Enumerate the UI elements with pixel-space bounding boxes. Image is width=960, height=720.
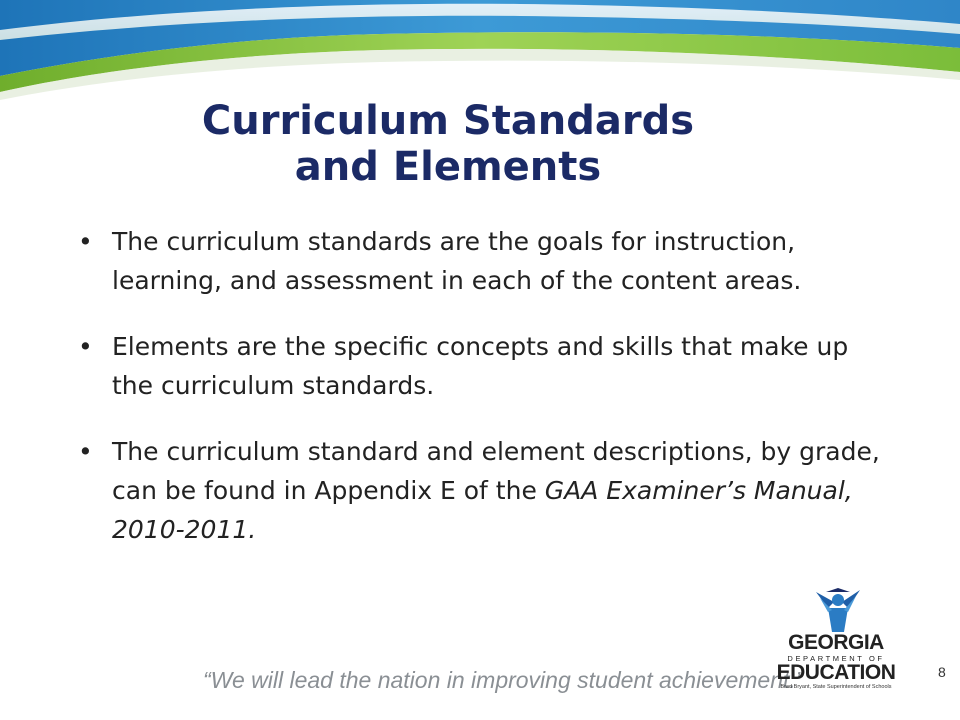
footer-quote: “We will lead the nation in improving student achievement.” <box>203 667 804 693</box>
slide-title <box>0 98 896 190</box>
bullet-item-elements <box>70 327 890 405</box>
bullet-item-standards <box>70 222 890 300</box>
bullet-text: The curriculum standard and element descriptions, by grade, can be found in Appendix E of the <box>112 437 880 505</box>
page-number: 8 <box>938 664 946 680</box>
logo-education-text: EDUCATION <box>776 661 896 684</box>
logo-georgia-text: GEORGIA <box>788 631 884 654</box>
bullet-dot-icon: • <box>78 332 93 361</box>
georgia-doe-logo <box>772 588 900 694</box>
slide-title-line1: Curriculum Standards <box>201 98 695 144</box>
logo-department-text: DEPARTMENT OF <box>787 654 885 663</box>
bullet-list <box>70 222 890 576</box>
graduate-figure-icon <box>812 588 864 634</box>
bullet-item-appendix <box>70 432 890 549</box>
logo-superintendent-text: Brad Bryant, State Superintendent of Schools <box>780 684 892 690</box>
bullet-text: Elements are the specific concepts and skills that make up the curriculum standards. <box>112 332 849 400</box>
bullet-dot-icon: • <box>78 437 93 466</box>
bullet-text: The curriculum standards are the goals for instruction, learning, and assessment in each of the content areas. <box>112 227 802 295</box>
bullet-dot-icon: • <box>78 227 93 256</box>
manual-title-italic: GAA Examiner’s Manual, 2010-2011. <box>112 476 853 544</box>
slide-title-line2: and Elements <box>294 144 602 190</box>
